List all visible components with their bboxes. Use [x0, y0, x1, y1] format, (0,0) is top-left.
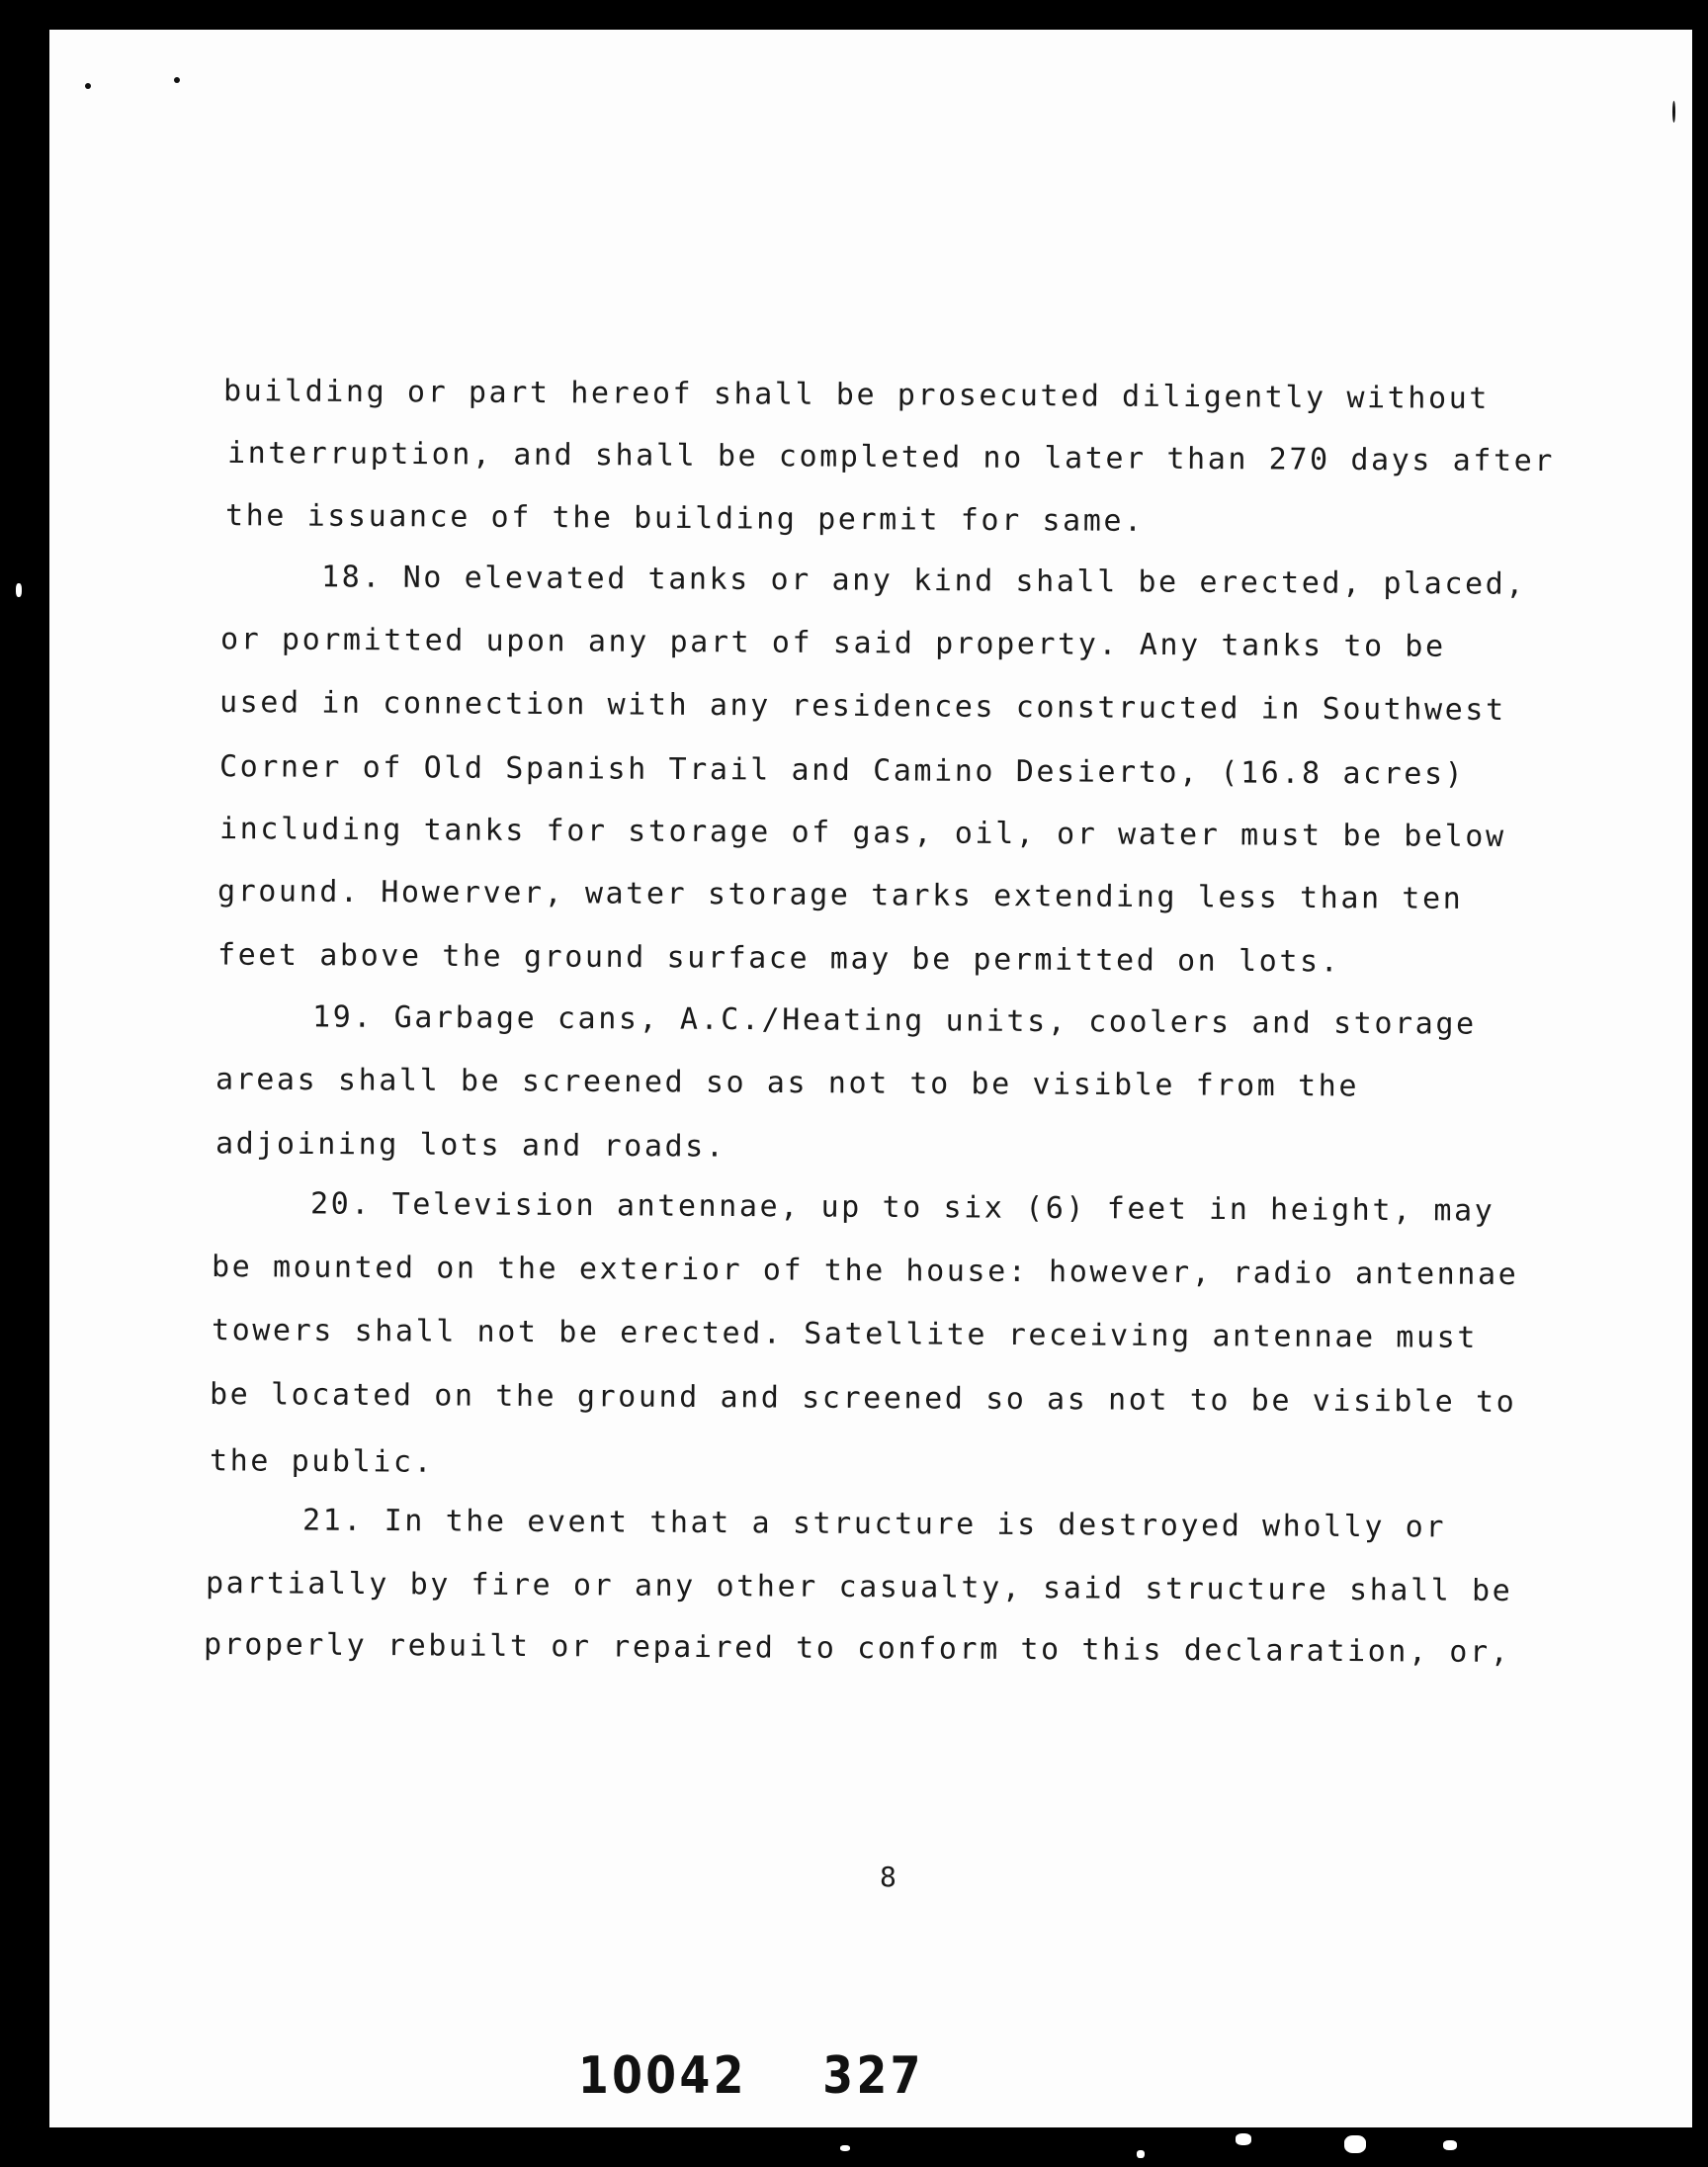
text-line: 19. Garbage cans, A.C./Heating units, coolers and storage [311, 999, 1477, 1042]
text-line: interruption, and shall be completed no later than 270 days after [226, 435, 1556, 479]
stamp-left-number: 10042 [578, 2046, 747, 2106]
stamp-right-number: 327 [822, 2046, 924, 2106]
text-line: properly rebuilt or repaired to conform to this declaration, or, [203, 1626, 1511, 1671]
document-stamp [578, 2046, 924, 2106]
page-number: 8 [880, 1861, 897, 1893]
text-line: 18. No elevated tanks or any kind shall be erected, placed, [320, 560, 1527, 602]
text-line: feet above the ground surface may be permitted on lots. [216, 937, 1341, 980]
text-line: be located on the ground and screened so as not to be visible to [209, 1376, 1517, 1421]
scan-speck [1443, 2140, 1457, 2150]
text-line: 20. Television antennae, up to six (6) feet in height, may [309, 1186, 1495, 1229]
text-line: ground. Howerver, water storage tarks extending less than ten [216, 874, 1464, 916]
document-page [49, 30, 1692, 2127]
text-line: adjoining lots and roads. [214, 1126, 726, 1165]
scan-speck [840, 2145, 850, 2151]
text-line: areas shall be screened so as not to be visible from the [214, 1062, 1360, 1104]
text-line: building or part hereof shall be prosecuted diligently without [222, 374, 1491, 416]
text-line: partially by fire or any other casualty, said structure shall be [205, 1565, 1513, 1609]
text-line: the public. [209, 1443, 435, 1480]
text-line: Corner of Old Spanish Trail and Camino Desierto, (16.8 acres) [218, 749, 1466, 792]
text-line: 21. In the event that a structure is destroyed wholly or [301, 1503, 1447, 1545]
scan-speck [1137, 2150, 1145, 2158]
scan-speck [16, 583, 22, 597]
scan-speck [1344, 2135, 1366, 2153]
text-line: or pormitted upon any part of said property. Any tanks to be [219, 622, 1446, 664]
text-line: be mounted on the exterior of the house: however, radio antennae [211, 1249, 1519, 1293]
text-line: towers shall not be erected. Satellite receiving antennae must [211, 1313, 1479, 1355]
scan-speck [174, 77, 180, 83]
text-line: including tanks for storage of gas, oil, or water must be below [218, 812, 1506, 854]
text-line: the issuance of the building permit for same. [224, 498, 1145, 539]
scan-speck [1672, 101, 1675, 123]
text-line: used in connection with any residences constructed in Southwest [218, 685, 1506, 728]
scan-speck [85, 83, 91, 89]
scan-speck [1236, 2133, 1251, 2145]
